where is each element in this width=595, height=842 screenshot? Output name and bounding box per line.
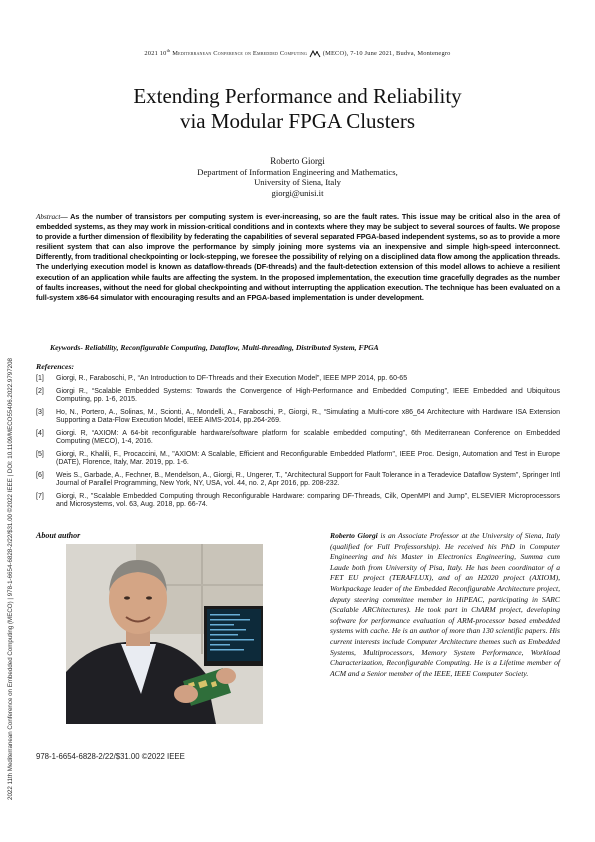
reference-text: Ho, N., Portero, A., Solinas, M., Scionti, A., Mondelli, A., Faraboschi, P., Giorgi, R., “Simulating a Multi-core x86_64 Architecture with Hardware ISA Extension Supporting a Data-Flow Execution Model, IEEE AIMS-2014, pp.264-269. [56, 408, 560, 424]
reference-number: [2] [36, 387, 44, 395]
author-photo [66, 544, 263, 724]
reference-item [36, 451, 560, 468]
author-block [150, 156, 445, 198]
reference-text: Giorgi R., “Scalable Embedded Systems: Towards the Convergence of High-Performance and Embedded Computing”, IEEE Embedded and Ubiquitous Computing, pp. 1-6, 2015. [56, 387, 560, 403]
conference-name: Mediterranean Conference on Embedded Computing [172, 50, 308, 58]
reference-item [36, 430, 560, 447]
reference-text: Giorgi, R., "Scalable Embedded Computing through Reconfigurable Hardware: comparing DF-Threads, Cilk, OpenMPI and Jump", ELSEVIER Microprocessors and Microsystems, vol. 63, Aug. 2018, pp. 66-74. [56, 492, 560, 508]
about-author-heading: About author [36, 531, 81, 540]
reference-item [36, 493, 560, 510]
bio-text: is an Associate Professor at the University of Siena, Italy (qualified for Full Professorship). He received his PhD in Computer Engineering and his Master in Electronics Engineering, Summa cum Laude both from University of Pisa, Italy. He has been coordinator of a FET EU project (TERAFLUX), and of an H2020 project (AXIOM), Workpackage leader of the Embedded Reconfigurable Architecture project, deputy steering committee member in HiPEAC, participating in SARC (Scalable ARChitectures). He took part in ChARM project, developing software for performance evaluation of ARM-processor based embedded systems with cache. He is an author of more than 130 scientific papers. His current interests include Computer Architecture themes such as Embedded Systems, Multiprocessors, Memory System Performance, Workload Characterization, Reconfigurable Computing. He is a Lifetime member of ACM and a Senior member of the IEEE, IEEE Computer Society. [330, 531, 560, 678]
bio-author-name: Roberto Giorgi [330, 531, 378, 540]
author-department: Department of Information Engineering and Mathematics, [197, 166, 398, 177]
author-biography [330, 531, 560, 679]
reference-number: [5] [36, 450, 44, 458]
reference-item [36, 375, 560, 383]
reference-item [36, 409, 560, 426]
paper-title [60, 84, 535, 134]
reference-text: Weis S., Garbade, A., Fechner, B., Mendelson, A., Giorgi, R., Ungerer, T., "Architectural Support for Fault Tolerance in a Teradevice Dataflow System", Springer Intl Journal of Parallel Programming, New York, NY, USA, vol. 44, no. 2, Apr 2016, pp. 208-232. [56, 471, 560, 487]
reference-text: Giorgi. R, “AXIOM: A 64-bit reconfigurable hardware/software platform for scalable embedded computing”, 6th Mediterranean Conference on Embedded Computing (MECO), 1-4, 2016. [56, 429, 560, 445]
reference-item [36, 388, 560, 405]
ordinal-suffix: th [166, 48, 171, 53]
reference-number: [7] [36, 492, 44, 500]
references-list [36, 375, 560, 514]
references-heading: References: [36, 362, 75, 371]
abstract-label: Abstract [36, 212, 61, 221]
reference-number: [4] [36, 429, 44, 437]
reference-text: Giorgi, R., Faraboschi, P., “An Introduction to DF-Threads and their Execution Model”, IEEE MPP 2014, pp. 60-65 [56, 375, 408, 382]
conference-year: 2021 10 [144, 50, 167, 58]
reference-number: [6] [36, 471, 44, 479]
author-email[interactable]: giorgi@unisi.it [271, 187, 324, 198]
paper-title-line-2: via Modular FPGA Clusters [179, 109, 416, 133]
paper-title-line-1: Extending Performance and Reliability [133, 84, 462, 108]
reference-item [36, 472, 560, 489]
reference-number: [3] [36, 408, 44, 416]
abstract [36, 212, 560, 303]
meco-logo-icon [309, 50, 321, 58]
author-name: Roberto Giorgi [270, 156, 325, 166]
reference-number: [1] [36, 375, 44, 382]
conference-header [0, 48, 595, 58]
conference-details: (MECO), 7-10 June 2021, Budva, Montenegro [322, 50, 451, 58]
reference-text: Giorgi, R., Khalili, F., Procaccini, M., "AXIOM: A Scalable, Efficient and Reconfigurable Embedded Platform", IEEE Proc. Design, Automation and Test in Europe (DATE), Florence, Italy, Mar. 2019, pp. 1-6. [56, 450, 560, 466]
side-doi-strip: 2022 11th Mediterranean Conference on Embedded Computing (MECO) | 978-1-6654-6828-2/22/$31.00 ©2022 IEEE | DOI: 10.1109/MECO55406.2022.9797208 [7, 358, 14, 800]
keywords: Keywords- Reliability, Reconfigurable Computing, Dataflow, Multi-threading, Distributed System, FPGA [50, 343, 379, 352]
abstract-text: As the number of transistors per computing system is ever-increasing, so are the fault rates. This issue may be critical also in the area of embedded systems, as they may work in mission-critical conditions and in contexts where they may be subject to several sources of faults. We propose to provide a further dimension of flexibility by federating the capabilities of several separated FPGA-based independent systems, so as to provide a more resilient system that can also improve the performance by simply joining more systems via an inexpensive and simple high-speed interconnect. Differently, from traditional checkpointing or lock-stepping, we foresee the possibility of relying on a disciplined data flow among the application threads. The underlying execution model is known as dataflow-threads (DF-threads) and the fault-detection extension of this model allows to achieve a resilient execution of an application while faults are affecting the system. In the proposed implementation, the execution time gracefully degrades as the number of faults increases, without the need for global checkpointing and without interrupting the application execution. The technique has been evaluated on a full-system x86-64 simulator with encouraging results and an FPGA-based implementation is under development. [36, 212, 560, 302]
isbn-copyright: 978-1-6654-6828-2/22/$31.00 ©2022 IEEE [36, 752, 185, 761]
abstract-dash: — [60, 212, 68, 221]
author-university: University of Siena, Italy [254, 177, 341, 187]
